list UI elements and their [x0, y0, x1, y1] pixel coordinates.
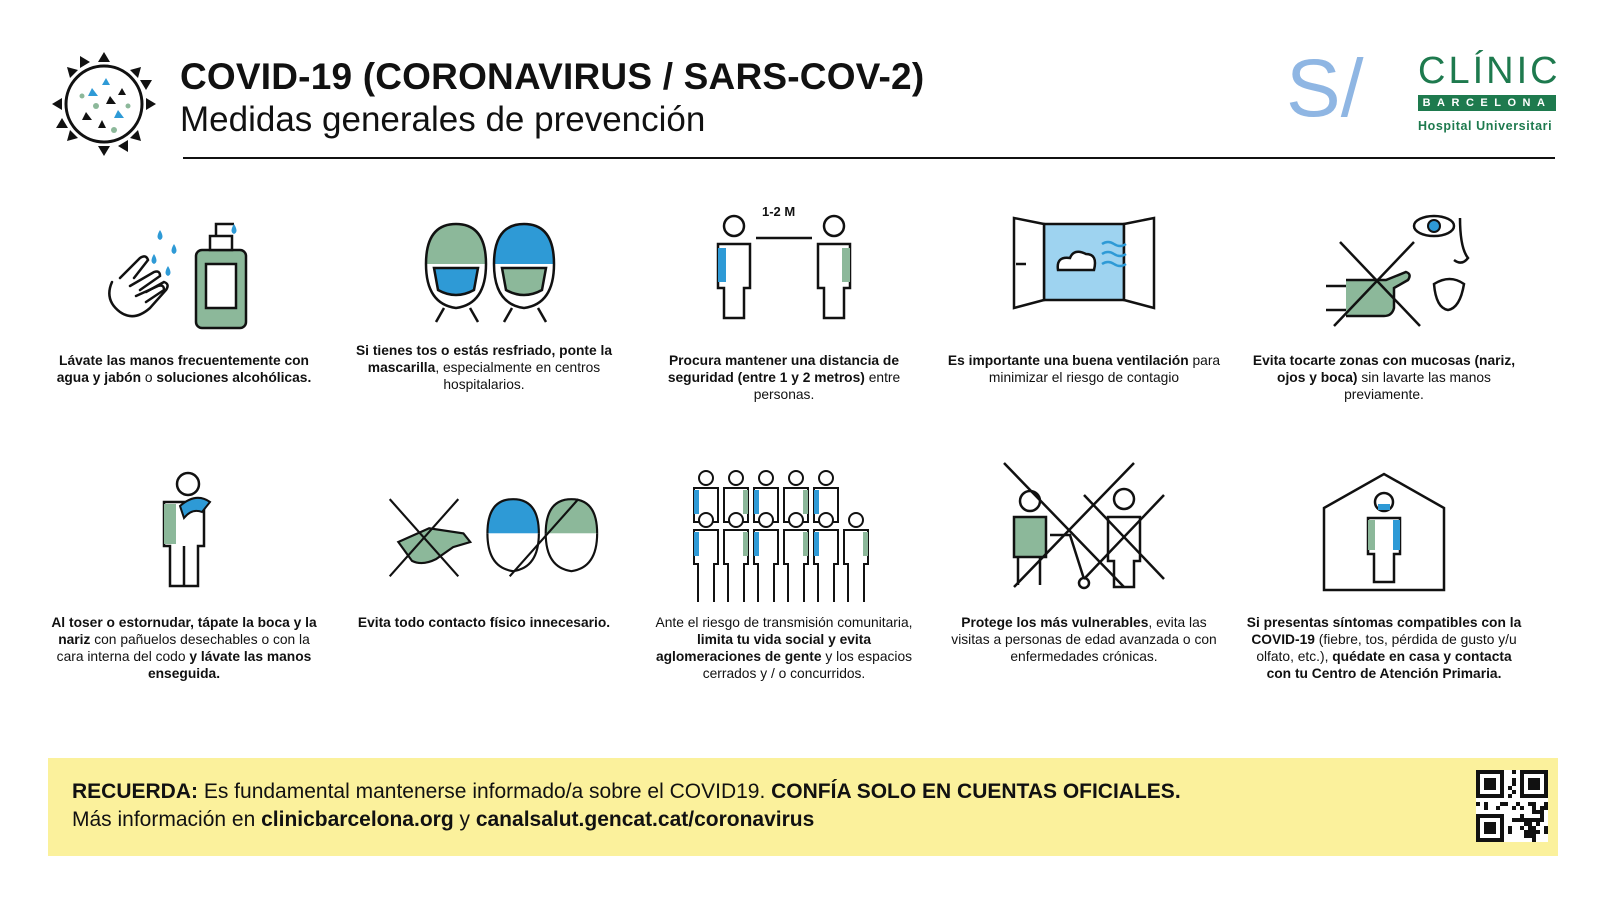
tip-text-segment: quédate en casa y contacta con tu Centro de Atención Primaria.: [1266, 649, 1512, 681]
reminder-banner: [48, 758, 1558, 856]
tip-social-distance-text: [644, 352, 924, 403]
qr-cell: [1528, 834, 1532, 838]
qr-cell: [1512, 782, 1516, 786]
tip-text-segment: Evita tocarte zonas con mucosas (nariz, ojos y boca): [1252, 353, 1516, 385]
qr-finder: [1484, 778, 1496, 790]
qr-cell: [1536, 822, 1540, 826]
crowd-person-head: [729, 513, 743, 527]
tip-no-face-touch-text: [1244, 352, 1524, 403]
tip-text-segment: y los espacios cerrados y / o concurridos.: [702, 649, 913, 681]
banner-text-segment: Más información en: [72, 808, 262, 831]
qr-cell: [1532, 838, 1536, 842]
qr-finder: [1484, 822, 1496, 834]
hand-washing-icon: [84, 210, 284, 350]
window-ventilation-icon: [984, 208, 1184, 348]
crowd-person-head: [699, 471, 713, 485]
tip-text-segment: Lávate las manos frecuentemente con agua y jabón: [56, 353, 309, 385]
qr-cell: [1524, 830, 1528, 834]
cough-elbow-icon: [84, 466, 284, 606]
qr-cell: [1532, 802, 1536, 806]
no-physical-contact-icon: [364, 482, 604, 602]
tip-text-segment: con pañuelos desechables o con la cara interna del codo: [56, 632, 310, 664]
qr-cell: [1540, 818, 1544, 822]
tip-cough-elbow-text: [44, 614, 324, 682]
tip-text-segment: y lávate las manos enseguida.: [147, 649, 312, 681]
tip-text-segment: Procura mantener una distancia de seguridad (entre 1 y 2 metros): [667, 353, 900, 385]
qr-cell: [1528, 822, 1532, 826]
tip-protect-vulnerable-text: [944, 614, 1224, 665]
tip-text-segment: , evita las visitas a personas de edad avanzada o con enfermedades crónicas.: [951, 615, 1217, 664]
clinic-logo-barcelona: BARCELONA: [1418, 95, 1556, 111]
qr-cell: [1520, 814, 1524, 818]
qr-cell: [1528, 826, 1532, 830]
tip-text-segment: , especialmente en centros hospitalarios.: [435, 360, 601, 392]
protect-vulnerable-icon: [974, 448, 1194, 602]
tip-text-segment: para minimizar el riesgo de contagio: [988, 353, 1221, 385]
crowd-person-arm: [803, 490, 808, 514]
qr-cell: [1512, 806, 1516, 810]
qr-cell: [1536, 830, 1540, 834]
qr-cell: [1544, 830, 1548, 834]
qr-cell: [1524, 834, 1528, 838]
banner-text-segment: Es fundamental mantenerse informado/a sobre el COVID19.: [198, 780, 772, 803]
crowd-person-arm: [754, 490, 759, 514]
tip-text-segment: limita tu vida social y evita aglomeraciones de gente: [655, 632, 872, 664]
crowd-person-arm: [814, 532, 819, 556]
qr-cell: [1540, 806, 1544, 810]
banner-line-1: [72, 780, 1181, 804]
crowd-person-arm: [754, 532, 759, 556]
qr-cell: [1540, 810, 1544, 814]
tip-text-segment: Evita todo contacto físico innecesario.: [357, 615, 611, 630]
crowd-person-head: [789, 471, 803, 485]
banner-line-2: [72, 808, 814, 832]
crowd-person-arm: [694, 532, 699, 556]
qr-cell: [1484, 802, 1488, 806]
social-distance-icon: [684, 204, 884, 344]
qr-cell: [1544, 806, 1548, 810]
tip-text-segment: soluciones alcohólicas.: [156, 370, 312, 385]
banner-text-segment: RECUERDA:: [72, 780, 198, 803]
qr-cell: [1500, 802, 1504, 806]
qr-cell: [1528, 818, 1532, 822]
qr-cell: [1532, 806, 1536, 810]
crowd-person-head: [759, 513, 773, 527]
crowd-person-head: [699, 513, 713, 527]
crowd-person-arm: [694, 490, 699, 514]
header: [48, 40, 1561, 165]
qr-cell: [1544, 802, 1548, 806]
crowd-person-arm: [814, 490, 819, 514]
qr-cell: [1532, 826, 1536, 830]
tip-crowds-text: [644, 614, 924, 682]
qr-cell: [1524, 822, 1528, 826]
crowd-person-arm: [803, 532, 808, 556]
qr-cell: [1528, 802, 1532, 806]
qr-cell: [1496, 806, 1500, 810]
coronavirus-icon: [48, 48, 160, 160]
no-face-touch-icon: [1284, 206, 1484, 346]
qr-cell: [1516, 818, 1520, 822]
qr-cell: [1524, 818, 1528, 822]
crowd-person-head: [819, 513, 833, 527]
servei-logo: [1286, 44, 1396, 134]
crowd-person-head: [789, 513, 803, 527]
banner-text-segment: canalsalut.gencat.cat/coronavirus: [475, 808, 815, 831]
qr-cell: [1484, 806, 1488, 810]
tip-text-segment: sin lavarte las manos previamente.: [1344, 370, 1491, 402]
tip-text-segment: o: [141, 370, 157, 385]
face-mask-icon: [384, 204, 584, 344]
crowd-person-head: [819, 471, 833, 485]
tip-hand-washing-text: [44, 352, 324, 386]
qr-cell: [1532, 810, 1536, 814]
tip-text-segment: Si tienes tos o estás resfriado, ponte la mascarilla: [355, 343, 613, 375]
qr-cell: [1532, 830, 1536, 834]
qr-cell: [1508, 786, 1512, 790]
qr-finder: [1528, 778, 1540, 790]
distance-label: 1-2 M: [762, 204, 796, 219]
crowd-person-head: [729, 471, 743, 485]
tip-text-segment: Si presentas síntomas compatibles con la COVID-19: [1246, 615, 1522, 647]
crowd-person-arm: [743, 532, 748, 556]
qr-cell: [1508, 826, 1512, 830]
qr-cell: [1516, 802, 1520, 806]
qr-cell: [1520, 806, 1524, 810]
tip-text-segment: Es importante una buena ventilación: [947, 353, 1189, 368]
qr-cell: [1508, 830, 1512, 834]
clinic-logo-word: CLÍNIC: [1418, 50, 1561, 92]
page-subtitle: Medidas generales de prevención: [180, 100, 706, 139]
qr-cell: [1532, 818, 1536, 822]
page-title: COVID-19 (CORONAVIRUS / SARS-COV-2): [180, 56, 925, 97]
crowd-person-head: [759, 471, 773, 485]
crowd-person-arm: [863, 532, 868, 556]
qr-cell: [1544, 826, 1548, 830]
qr-cell: [1512, 790, 1516, 794]
clinic-logo: [1418, 50, 1561, 140]
qr-cell: [1504, 802, 1508, 806]
tip-no-contact-text: [344, 614, 624, 631]
qr-cell: [1512, 770, 1516, 774]
qr-cell: [1536, 810, 1540, 814]
banner-text-segment: clinicbarcelona.org: [261, 808, 454, 831]
crowd-person-head: [849, 513, 863, 527]
qr-cell: [1512, 778, 1516, 782]
qr-cell: [1536, 818, 1540, 822]
clinic-logo-hospital: Hospital Universitari: [1418, 119, 1553, 133]
qr-cell: [1512, 818, 1516, 822]
crowd-person-arm: [743, 490, 748, 514]
qr-cell: [1540, 814, 1544, 818]
tip-text-segment: Ante el riesgo de transmisión comunitaria,: [655, 615, 913, 630]
qr-code-icon: [1476, 770, 1548, 842]
tip-face-mask-text: [344, 342, 624, 393]
crowd-icon: [684, 462, 884, 602]
qr-cell: [1476, 802, 1480, 806]
banner-text-segment: CONFÍA SOLO EN CUENTAS OFICIALES.: [771, 780, 1181, 803]
tip-text-segment: (fiebre, tos, pérdida de gusto y/u olfato, etc.),: [1256, 632, 1517, 664]
stay-home-icon: [1284, 468, 1484, 608]
header-divider: [183, 157, 1555, 159]
tip-text-segment: Protege los más vulnerables: [961, 615, 1149, 630]
qr-cell: [1532, 834, 1536, 838]
qr-cell: [1528, 830, 1532, 834]
tip-stay-home-text: [1244, 614, 1524, 682]
tip-text-segment: entre personas.: [753, 370, 901, 402]
tip-ventilation-text: [944, 352, 1224, 386]
qr-cell: [1508, 794, 1512, 798]
qr-cell: [1520, 818, 1524, 822]
qr-cell: [1520, 826, 1524, 830]
banner-text-segment: y: [453, 808, 476, 831]
tip-text-segment: Al toser o estornudar, tápate la boca y la nariz: [51, 615, 317, 647]
servei-logo-text: S/: [1286, 43, 1364, 134]
